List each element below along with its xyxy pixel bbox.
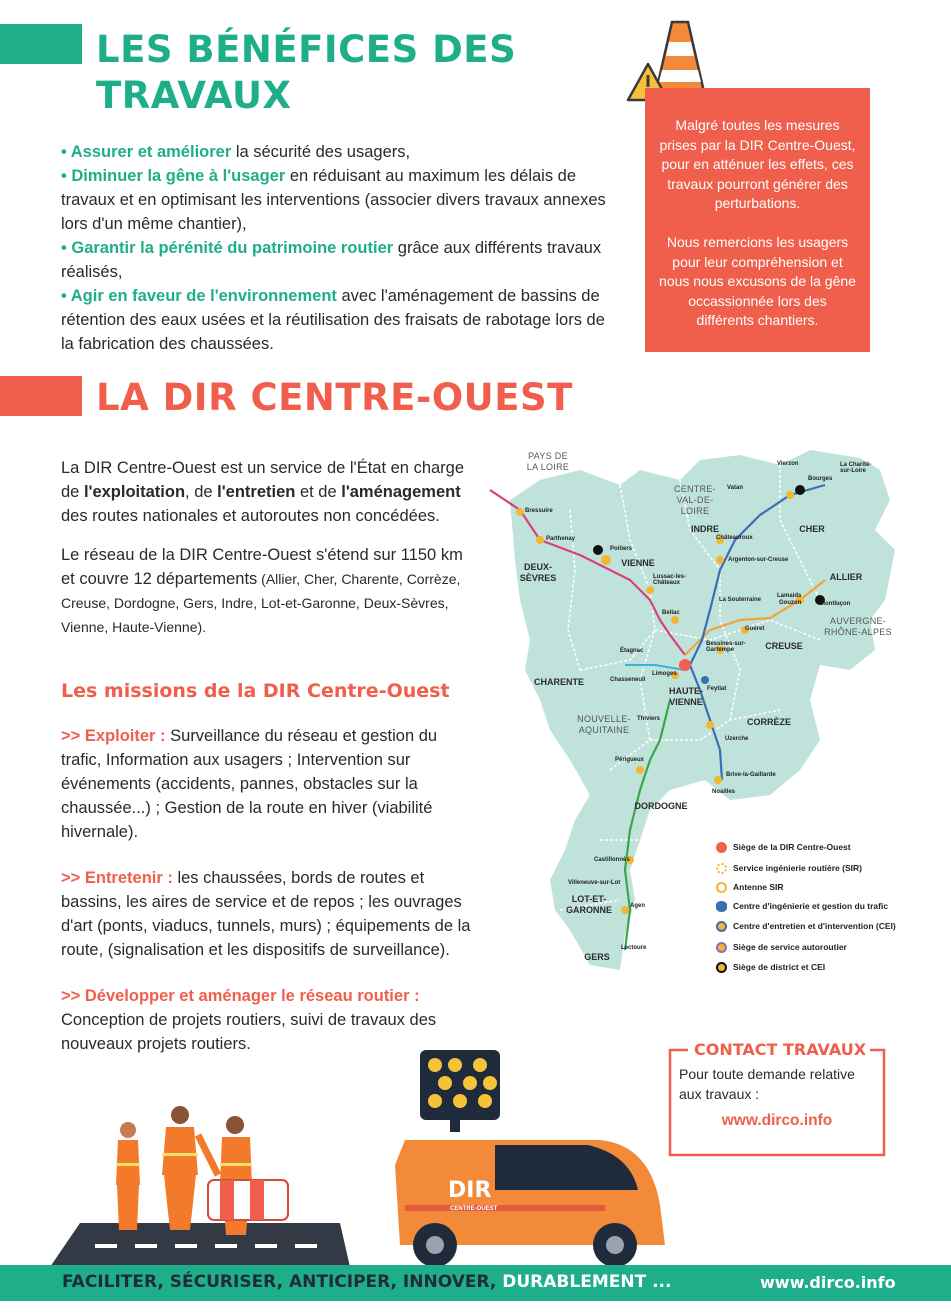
worker-figure: [116, 1122, 140, 1230]
missions-title: Les missions de la DIR Centre-Ouest: [61, 680, 450, 702]
map-region-centre: CENTRE-VAL-DE-LOIRE: [673, 484, 717, 516]
map-city: Argenton-sur-Creuse: [728, 557, 789, 563]
section-bar-dir: [0, 376, 82, 416]
map-dept-cher: CHER: [799, 524, 825, 534]
map-dept-lot-et-garonne: LOT-ET-GARONNE: [565, 894, 612, 915]
map-city: La Souterraine: [719, 597, 762, 603]
map-city: Châteauroux: [716, 535, 753, 541]
map-city: Poitiers: [610, 546, 633, 552]
legend-item: Centre d'entretien et d'intervention (CEI): [716, 919, 896, 933]
benefit-item: • Diminuer la gêne à l'usager en réduisant au maximum les délais de travaux et en optimisant les interventions (associer divers travaux annexes lors d'un même chantier),: [61, 167, 606, 233]
disruption-notice: [645, 88, 870, 352]
contact-text: Pour toute demande relative aux travaux :: [679, 1066, 855, 1102]
cei-icon: [716, 921, 727, 932]
map-dept-indre: INDRE: [690, 524, 719, 534]
section-bar-benefits: [0, 24, 82, 64]
map-city: Montluçon: [820, 601, 851, 607]
footer-bar: [0, 1265, 951, 1301]
map-dept-deux-sevres: DEUX-SÈVRES: [519, 562, 557, 583]
map-city: Gouzon: [779, 600, 802, 606]
map-dept-dordogne: DORDOGNE: [634, 801, 688, 811]
footer-url[interactable]: www.dirco.info: [760, 1273, 896, 1292]
map-city: Villeneuve-sur-Lot: [568, 880, 621, 886]
map-city: Bressuire: [525, 508, 553, 514]
notice-paragraph: Malgré toutes les mesures prises par la DIR Centre-Ouest, pour en atténuer les effets, ces travaux pourront générer des perturbations.: [659, 117, 856, 212]
map-city: Vatan: [727, 485, 744, 491]
map-city: Étagnac: [620, 648, 644, 654]
map-region-pays-de-la-loire: PAYS DE LA LOIRE: [526, 451, 570, 472]
district-icon: [716, 962, 727, 973]
map-dept-haute-vienne: HAUTE-VIENNE: [669, 686, 703, 707]
legend-item: Antenne SIR: [716, 880, 784, 894]
benefit-item: • Garantir la pérénité du patrimoine routier grâce aux différents travaux réalisés,: [61, 239, 602, 281]
legend-item: Centre d'ingénierie et gestion du trafic: [716, 899, 888, 913]
sun-icon: [716, 863, 727, 874]
mission-item: >> Entretenir : les chaussées, bords de routes et bassins, les aires de service et de repos ; les ouvrages d'art (ponts, viaducs, tunnels, murs) ; équipements de la route, (signalisation et les dispositifs de surveillance).: [61, 869, 471, 959]
legend-item: Service ingénierie routière (SIR): [716, 861, 862, 875]
map-dept-vienne: VIENNE: [621, 558, 655, 568]
map-dept-allier: ALLIER: [829, 572, 863, 582]
map-region-auvergne: AUVERGNE-RHÔNE-ALPES: [824, 616, 892, 637]
legend-item: Siège de service autoroutier: [716, 940, 847, 954]
workers-van-illustration: [40, 1045, 680, 1267]
map-city: Lectoure: [621, 945, 647, 951]
map-city: Bourges: [808, 476, 833, 482]
star-icon: [716, 842, 727, 853]
benefits-title: LES BÉNÉFICES DES TRAVAUX: [96, 28, 517, 117]
map-city: Limoges: [652, 671, 677, 677]
notice-paragraph: Nous remercions les usagers pour leur compréhension et nous nous excusons de la gêne occassionnée lors des différents chantiers.: [659, 233, 856, 329]
map-city: Lamaids: [777, 593, 802, 599]
dir-title: LA DIR CENTRE-OUEST: [96, 376, 573, 419]
map-city: Bessines-sur-Gartempe: [706, 641, 746, 653]
legend-item: Siège de district et CEI: [716, 960, 825, 974]
mission-item: >> Développer et aménager le réseau routier : Conception de projets routiers, suivi de travaux des nouveaux projets routiers.: [61, 987, 437, 1053]
map-city: Guéret: [745, 626, 765, 632]
map-city: Brive-la-Gaillarde: [726, 772, 776, 778]
map-dept-correze: CORRÈZE: [746, 717, 791, 727]
map-city: Parthenay: [546, 536, 576, 542]
map-city: Castillonnès: [594, 857, 630, 863]
map-city: Chasseneuil: [610, 677, 646, 683]
map-city: La Charité-sur-Loire: [840, 462, 872, 474]
map-dept-gers: GERS: [584, 952, 610, 962]
map-region-nouvelle-aquitaine: NOUVELLE-AQUITAINE: [577, 714, 631, 735]
map-city: Lussac-les-Châteaux: [653, 574, 687, 586]
map-city: Agen: [630, 903, 645, 909]
map-city: Vierzon: [777, 461, 799, 467]
van-logo-sub: CENTRE-OUEST: [450, 1206, 498, 1212]
map-dept-creuse: CREUSE: [765, 641, 803, 651]
van-logo: DIR: [448, 1178, 492, 1203]
map-city: Feytiat: [707, 686, 727, 692]
map-dept-charente: CHARENTE: [533, 677, 584, 687]
map-city: Périgueux: [615, 757, 645, 763]
map-city: Uzerche: [725, 736, 749, 742]
map-city: Noailles: [712, 789, 736, 795]
gear-icon: [716, 882, 727, 893]
benefit-item: • Agir en faveur de l'environnement avec l'aménagement de bassins de rétention des eaux usées et la réutilisation des fraisats de rabotage lors de la fabrication des chaussées.: [61, 287, 605, 353]
contact-link[interactable]: www.dirco.info: [721, 1112, 833, 1129]
legend-item: Siège de la DIR Centre-Ouest: [716, 840, 851, 854]
dir-network: Le réseau de la DIR Centre-Ouest s'étend sur 1150 km et couvre 12 départements (Allier, Cher, Charente, Corrèze, Creuse, Dordogne, Gers, Indre, Lot-et-Garonne, Deux-Sèvres, Vienne, Haute-Vienne).: [61, 546, 463, 635]
map-city: Thiviers: [637, 716, 661, 722]
footer-slogan: FACILITER, SÉCURISER, ANTICIPER, INNOVER, DURABLEMENT ...: [62, 1272, 672, 1292]
mission-item: >> Exploiter : Surveillance du réseau et gestion du trafic, Information aux usagers ; Intervention sur événements (accidents, pannes, obstacles sur la chaussée...) ; Gestion de la route en hiver (viabilité hivernale).: [61, 727, 438, 841]
dir-intro: La DIR Centre-Ouest est un service de l'État en charge de l'exploitation, de l'entretien et de l'aménagement des routes nationales et autoroutes non concédées.: [61, 459, 465, 525]
eye-icon: [716, 901, 727, 912]
map-city: Bellac: [662, 610, 680, 616]
missions-list: [61, 724, 476, 1078]
contact-title: CONTACT TRAVAUX: [690, 1040, 870, 1059]
benefit-item: • Assurer et améliorer la sécurité des usagers,: [61, 143, 411, 161]
benefits-list: [61, 140, 606, 356]
cone-icon: [716, 942, 727, 953]
